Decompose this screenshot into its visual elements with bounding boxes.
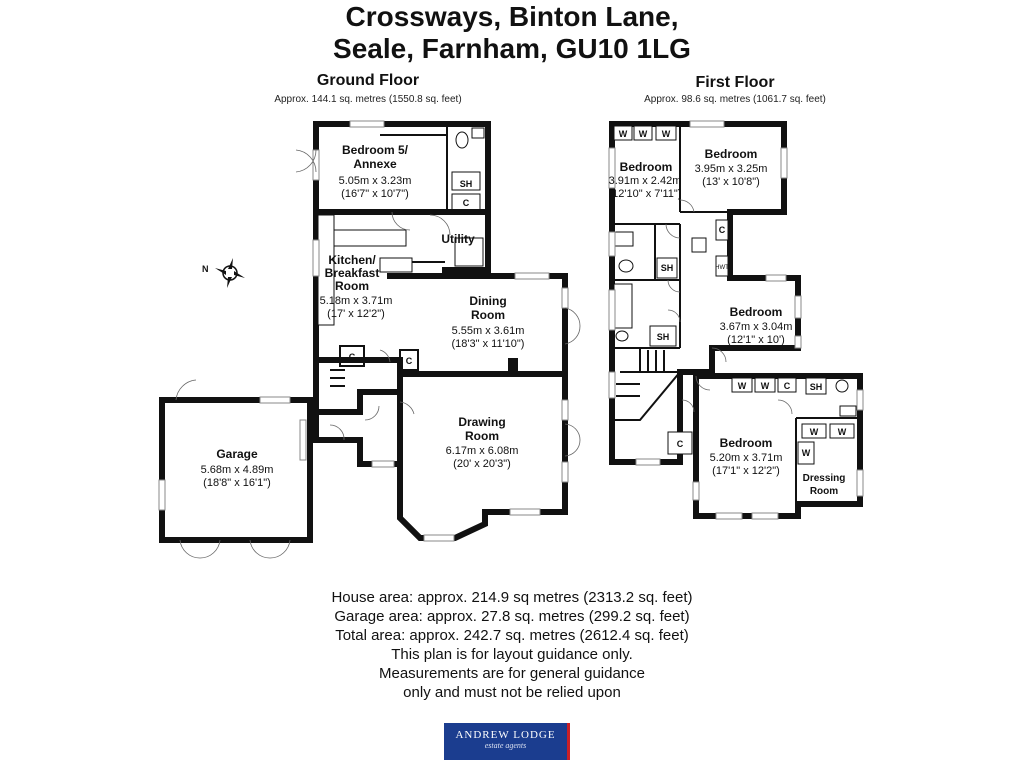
ff-w-mark-4: W (737, 381, 747, 391)
dining-dim-ft: (18'3" x 11'10") (451, 338, 525, 350)
ff-cupboard-mark-1: C (718, 225, 726, 235)
ff-bedroom-c-dim-m: 3.67m x 3.04m (719, 321, 793, 333)
ff-w-mark-6: W (809, 427, 819, 437)
ff-cupboard-mark-3: C (676, 439, 684, 449)
ff-bedroom-c-name: Bedroom (729, 305, 783, 319)
kitchen-name3: Room (335, 279, 369, 293)
ff-shower-mark-2: SH (656, 332, 670, 342)
dining-dim-m: 5.55m x 3.61m (451, 325, 525, 337)
ff-w-mark-5: W (760, 381, 770, 391)
ff-bedroom-d-name: Bedroom (719, 436, 773, 450)
ff-dressing-name1: Dressing (802, 473, 846, 484)
kitchen-cupboard-mark: C (348, 352, 356, 362)
disclaimer-line-2: Measurements are for general guidance (379, 665, 645, 682)
agent-logo-tagline: estate agents (484, 741, 527, 750)
kitchen-name1: Kitchen/ (328, 253, 376, 267)
bedroom5-name2: Annexe (353, 157, 397, 171)
ff-bedroom-b-dim-ft: (13' x 10'8") (702, 176, 760, 188)
total-area-note: Total area: approx. 242.7 sq. metres (2612.4 sq. feet) (335, 627, 689, 644)
ground-floor-heading: Ground Floor (316, 72, 420, 89)
drawing-name2: Room (465, 429, 499, 443)
ff-w-mark-7: W (837, 427, 847, 437)
ff-staircase (612, 348, 680, 420)
disclaimer-line-1: This plan is for layout guidance only. (391, 646, 633, 663)
garage-dim-ft: (18'8" x 16'1") (203, 477, 271, 489)
ff-cupboard-mark-2: C (783, 381, 791, 391)
ground-floor-plan (159, 121, 580, 558)
dining-name2: Room (471, 308, 505, 322)
first-floor-heading: First Floor (695, 74, 775, 91)
ff-hwt-mark: HWT (715, 265, 729, 271)
utility-name: Utility (441, 232, 475, 246)
kitchen-name2: Breakfast (324, 266, 380, 280)
compass-north-label: N (202, 264, 209, 274)
compass-rose (202, 258, 245, 288)
ff-bedroom-a-dim-m: 3.91m x 2.42m (608, 175, 682, 187)
ff-bedroom-a-name: Bedroom (619, 160, 673, 174)
dining-name1: Dining (469, 294, 507, 308)
ff-bedroom-d-dim-m: 5.20m x 3.71m (709, 452, 783, 464)
ff-bedroom-b-dim-m: 3.95m x 3.25m (694, 163, 768, 175)
garage-area-note: Garage area: approx. 27.8 sq. metres (299.2 sq. feet) (334, 608, 690, 625)
ff-w-mark-8: W (801, 448, 811, 458)
ff-shower-mark-1: SH (660, 263, 674, 273)
ff-shower-mark-3: SH (809, 382, 823, 392)
disclaimer-line-3: only and must not be relied upon (403, 684, 621, 701)
bedroom5-dim-ft: (16'7" x 10'7") (341, 188, 409, 200)
annexe-shower-mark: SH (459, 179, 473, 189)
ff-w-mark-3: W (661, 129, 671, 139)
hall-cupboard-mark: C (405, 356, 413, 366)
ff-w-mark-2: W (638, 129, 648, 139)
ff-bedroom-d-dim-ft: (17'1" x 12'2") (712, 465, 780, 477)
bedroom5-name1: Bedroom 5/ (341, 143, 409, 157)
bedroom5-dim-m: 5.05m x 3.23m (338, 175, 412, 187)
house-area-note: House area: approx. 214.9 sq metres (2313.2 sq. feet) (331, 589, 693, 606)
first-floor-area: Approx. 98.6 sq. metres (1061.7 sq. feet) (644, 94, 826, 105)
ff-bedroom-a-dim-ft: (12'10" x 7'11") (608, 188, 682, 200)
garage-name: Garage (216, 447, 258, 461)
first-floor-plan (609, 121, 863, 519)
plan-title-line2: Seale, Farnham, GU10 1LG (333, 33, 691, 64)
drawing-dim-ft: (20' x 20'3") (453, 458, 511, 470)
plan-title-line1: Crossways, Binton Lane, (345, 1, 679, 32)
ff-bedroom-b-name: Bedroom (704, 147, 758, 161)
drawing-name1: Drawing (458, 415, 506, 429)
kitchen-dim-m: 5.18m x 3.71m (319, 295, 393, 307)
ff-w-mark-1: W (618, 129, 628, 139)
ff-dressing-name2: Room (809, 486, 839, 497)
kitchen-dim-ft: (17' x 12'2") (327, 308, 385, 320)
annexe-cupboard-mark: C (462, 198, 470, 208)
agent-logo (444, 723, 570, 760)
ground-floor-area: Approx. 144.1 sq. metres (1550.8 sq. feet) (274, 94, 462, 105)
area-notes (0, 588, 1024, 702)
agent-logo-name: ANDREW LODGE (455, 729, 556, 741)
ff-bedroom-c-dim-ft: (12'1" x 10') (727, 334, 785, 346)
garage-dim-m: 5.68m x 4.89m (200, 464, 274, 476)
drawing-dim-m: 6.17m x 6.08m (445, 445, 519, 457)
